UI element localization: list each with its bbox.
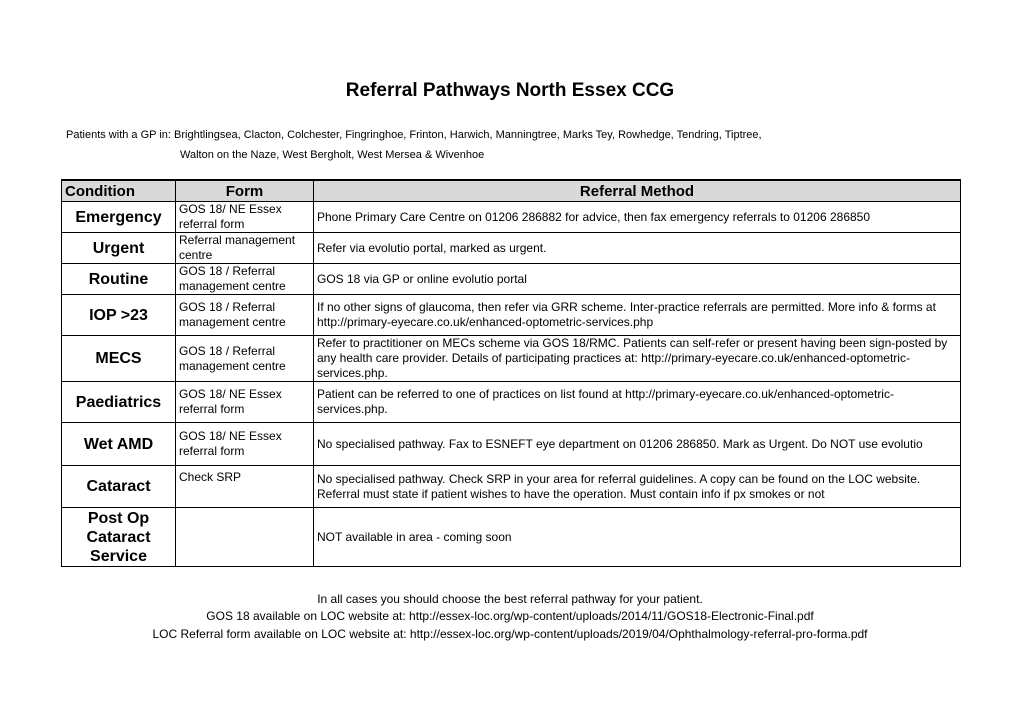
method-cell: No specialised pathway. Fax to ESNEFT eye department on 01206 286850. Mark as Urgent. Do NOT use evolutio: [314, 423, 961, 466]
footer-loc-form-link: LOC Referral form available on LOC website at: http://essex-loc.org/wp-content/uploads/2019/04/Ophthalmology-referral-pro-forma.pdf: [152, 627, 868, 641]
form-cell: GOS 18/ NE Essex referral form: [176, 423, 314, 466]
condition-cell: MECS: [62, 336, 176, 382]
form-cell: GOS 18/ NE Essex referral form: [176, 202, 314, 233]
gp-locations-line-1: Patients with a GP in: Brightlingsea, Clacton, Colchester, Fingringhoe, Frinton, Harwich, Manningtree, Marks Tey, Rowhedge, Tendring, Tiptree,: [66, 129, 762, 141]
method-cell: No specialised pathway. Check SRP in your area for referral guidelines. A copy can be found on the LOC website. Referral must state if patient wishes to have the operation. Must contain info if px smokes or not: [314, 466, 961, 508]
condition-cell: Wet AMD: [62, 423, 176, 466]
table-row: [62, 295, 961, 336]
footer-gos18-link: GOS 18 available on LOC website at: http://essex-loc.org/wp-content/uploads/2014/11/GOS18-Electronic-Final.pdf: [206, 609, 814, 623]
table-row: [62, 382, 961, 423]
header-form: Form: [176, 180, 314, 202]
condition-cell: Emergency: [62, 202, 176, 233]
form-cell: GOS 18 / Referral management centre: [176, 264, 314, 295]
form-cell: [176, 508, 314, 567]
table-row: [62, 264, 961, 295]
footer-line-1: In all cases you should choose the best referral pathway for your patient.: [317, 592, 703, 606]
table-row: [62, 466, 961, 508]
page-title: Referral Pathways North Essex CCG: [345, 80, 675, 101]
table-row: [62, 202, 961, 233]
condition-cell: Post Op Cataract Service: [62, 508, 176, 567]
table-row: [62, 233, 961, 264]
method-cell: Refer to practitioner on MECs scheme via GOS 18/RMC. Patients can self-refer or present having been sign-posted by any health care provider. Details of participating practices at: http://primary-eyecare.co.uk/enhanced-optometric-services.php.: [314, 336, 961, 382]
method-cell: Phone Primary Care Centre on 01206 286882 for advice, then fax emergency referrals to 01206 286850: [314, 202, 961, 233]
header-referral-method: Referral Method: [314, 180, 961, 202]
form-cell: Referral management centre: [176, 233, 314, 264]
condition-cell: Routine: [62, 264, 176, 295]
method-cell: GOS 18 via GP or online evolutio portal: [314, 264, 961, 295]
condition-cell: Cataract: [62, 466, 176, 508]
form-cell: GOS 18 / Referral management centre: [176, 336, 314, 382]
form-cell: Check SRP: [176, 466, 314, 508]
referral-table: [61, 179, 961, 567]
table-header-row: [62, 180, 961, 202]
method-cell: Refer via evolutio portal, marked as urgent.: [314, 233, 961, 264]
table-row: [62, 423, 961, 466]
condition-cell: Urgent: [62, 233, 176, 264]
table-row: [62, 508, 961, 567]
table-row: [62, 336, 961, 382]
method-cell: NOT available in area - coming soon: [314, 508, 961, 567]
form-cell: GOS 18 / Referral management centre: [176, 295, 314, 336]
condition-cell: IOP >23: [62, 295, 176, 336]
form-cell: GOS 18/ NE Essex referral form: [176, 382, 314, 423]
gp-locations-line-2: Walton on the Naze, West Bergholt, West Mersea & Wivenhoe: [180, 149, 485, 161]
method-cell: Patient can be referred to one of practices on list found at http://primary-eyecare.co.uk/enhanced-optometric-services.php.: [314, 382, 961, 423]
method-cell: If no other signs of glaucoma, then refer via GRR scheme. Inter-practice referrals are permitted. More info & forms at http://primary-eyecare.co.uk/enhanced-optometric-services.php: [314, 295, 961, 336]
header-condition: Condition: [62, 180, 176, 202]
condition-cell: Paediatrics: [62, 382, 176, 423]
